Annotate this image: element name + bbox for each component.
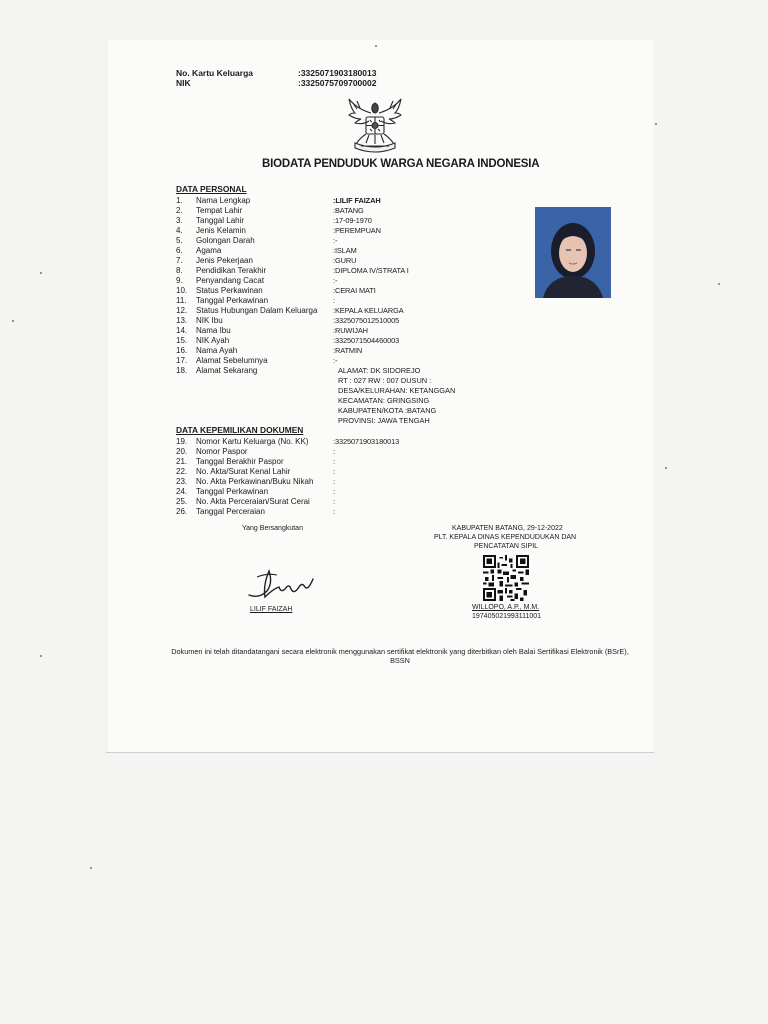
document-row [176,487,476,497]
row-label: Jenis Kelamin [196,226,246,235]
row-number: 22. [176,467,188,476]
row-label: No. Akta/Surat Kenal Lahir [196,467,291,476]
row-value: : [333,477,335,486]
left-signature-caption: Yang Bersangkutan [242,525,303,532]
row-label: Nama Lengkap [196,196,251,205]
row-number: 11. [176,296,187,305]
row-value: :RUWIJAH [333,326,368,335]
speck [655,123,657,125]
address-line: RT : 027 RW : 007 DUSUN : [338,376,432,385]
row-number: 21. [176,457,188,466]
garuda-emblem-icon [345,97,405,155]
address-line: PROVINSI: JAWA TENGAH [338,416,430,425]
row-label: Tanggal Berakhir Paspor [196,457,284,466]
speck [12,320,14,322]
row-number: 9. [176,276,183,285]
kk-value: :3325071903180013 [298,68,377,78]
row-value: :ISLAM [333,246,357,255]
portrait-figure [535,207,611,298]
row-number: 18. [176,366,188,375]
personal-row [176,306,496,316]
speck [40,655,42,657]
document-row [176,447,476,457]
documents-heading: DATA KEPEMILIKAN DOKUMEN [176,425,304,435]
row-number: 19. [176,437,188,446]
row-label: Jenis Pekerjaan [196,256,253,265]
row-number: 20. [176,447,188,456]
place-date: KABUPATEN BATANG, 29-12-2022 [452,525,563,532]
row-label: Penyandang Cacat [196,276,265,285]
row-value: :KEPALA KELUARGA [333,306,404,315]
personal-row [176,236,476,246]
row-label: Nama Ayah [196,346,238,355]
row-number: 1. [176,196,183,205]
personal-row [176,256,476,266]
row-label: No. Akta Perceraian/Surat Cerai [196,497,310,506]
row-value: : [333,507,335,516]
personal-row [176,366,476,376]
row-number: 16. [176,346,188,355]
row-number: 13. [176,316,188,325]
row-label: Golongan Darah [196,236,255,245]
row-number: 26. [176,507,188,516]
row-number: 12. [176,306,188,315]
personal-row [176,216,476,226]
personal-row [176,276,476,286]
row-value: :BATANG [333,206,364,215]
row-label: Status Perkawinan [196,286,263,295]
document-title: BIODATA PENDUDUK WARGA NEGARA INDONESIA [262,158,540,170]
row-value: : [333,457,335,466]
personal-row [176,346,476,356]
personal-row [176,296,476,306]
document-row [176,437,476,447]
row-label: Pendidikan Terakhir [196,266,267,275]
row-value: : [333,467,335,476]
row-number: 25. [176,497,188,506]
row-number: 2. [176,206,183,215]
document-row [176,507,476,517]
personal-row [176,316,476,326]
row-value: :3325071903180013 [333,437,400,446]
document-row [176,477,476,487]
row-label: Agama [196,246,222,255]
row-label: Nomor Paspor [196,447,248,456]
row-value: :3325071504460003 [333,336,400,345]
nik-value: :3325075709700002 [298,78,377,88]
row-label: Tanggal Perkawinan [196,296,269,305]
row-value: :- [333,236,338,245]
row-label: Tempat Lahir [196,206,243,215]
qr-code-icon [483,555,529,601]
address-line: KABUPATEN/KOTA :BATANG [338,406,437,415]
row-label: Status Hubungan Dalam Keluarga [196,306,318,315]
address-line: DESA/KELURAHAN: KETANGGAN [338,386,456,395]
speck [665,467,667,469]
official-nip: 197405021993111001 [472,613,542,620]
row-label: Tanggal Perkawinan [196,487,269,496]
document-row [176,497,476,507]
row-label: No. Akta Perkawinan/Buku Nikah [196,477,314,486]
row-value: :DIPLOMA IV/STRATA I [333,266,409,275]
electronic-signature-note: Dokumen ini telah ditandatangani secara elektronik menggunakan sertifikat elektronik yang diterbitkan oleh Balai Sertifikasi Elektronik (BSrE), BSSN [171,647,629,665]
row-label: Tanggal Lahir [196,216,245,225]
row-value: :RATMIN [333,346,363,355]
row-value: :GURU [333,256,357,265]
official-title-line-1: PLT. KEPALA DINAS KEPENDUDUKAN DAN [434,534,577,541]
speck [40,272,42,274]
row-value: : [333,296,335,305]
personal-row [176,206,476,216]
row-label: Nomor Kartu Keluarga (No. KK) [196,437,309,446]
document-row [176,467,476,477]
row-number: 10. [176,286,188,295]
row-number: 23. [176,477,188,486]
row-number: 14. [176,326,188,335]
personal-row [176,266,496,276]
speck [90,867,92,869]
personal-row [176,356,476,366]
page-bottom-rule [106,752,654,753]
row-number: 15. [176,336,188,345]
row-label: Alamat Sebelumnya [196,356,268,365]
kk-label: No. Kartu Keluarga [176,68,253,78]
row-label: Tanggal Perceraian [196,507,265,516]
row-number: 5. [176,236,183,245]
personal-row [176,196,476,206]
row-number: 6. [176,246,183,255]
row-value: :3325075012510005 [333,316,400,325]
row-value: : [333,487,335,496]
row-value: :17-09-1970 [333,216,372,225]
official-title-line-2: PENCATATAN SIPIL [474,543,539,550]
left-signer-name: LILIF FAIZAH [250,606,293,613]
official-name: WILLOPO, A.P., M.M. [472,604,540,611]
row-number: 24. [176,487,188,496]
document-row [176,457,476,467]
address-line: ALAMAT: DK SIDOREJO [338,366,421,375]
row-value: :PEREMPUAN [333,226,381,235]
personal-row [176,246,476,256]
signature-icon [245,565,317,603]
row-number: 8. [176,266,183,275]
speck [375,45,377,47]
row-value: : [333,497,335,506]
personal-data-heading: DATA PERSONAL [176,184,247,194]
row-number: 4. [176,226,183,235]
row-value: : [333,447,335,456]
portrait-photo [535,207,611,298]
address-line: KECAMATAN: GRINGSING [338,396,430,405]
row-value: :- [333,276,338,285]
personal-row [176,286,476,296]
row-label: NIK Ayah [196,336,230,345]
row-label: Alamat Sekarang [196,366,258,375]
row-number: 17. [176,356,188,365]
personal-row [176,226,476,236]
personal-row [176,326,476,336]
row-value: :- [333,356,338,365]
row-label: NIK Ibu [196,316,223,325]
speck [718,283,720,285]
row-value: :LILIF FAIZAH [333,196,381,205]
row-label: Nama Ibu [196,326,231,335]
row-number: 3. [176,216,183,225]
row-value: :CERAI MATI [333,286,376,295]
personal-row [176,336,476,346]
nik-label: NIK [176,78,191,88]
row-number: 7. [176,256,183,265]
